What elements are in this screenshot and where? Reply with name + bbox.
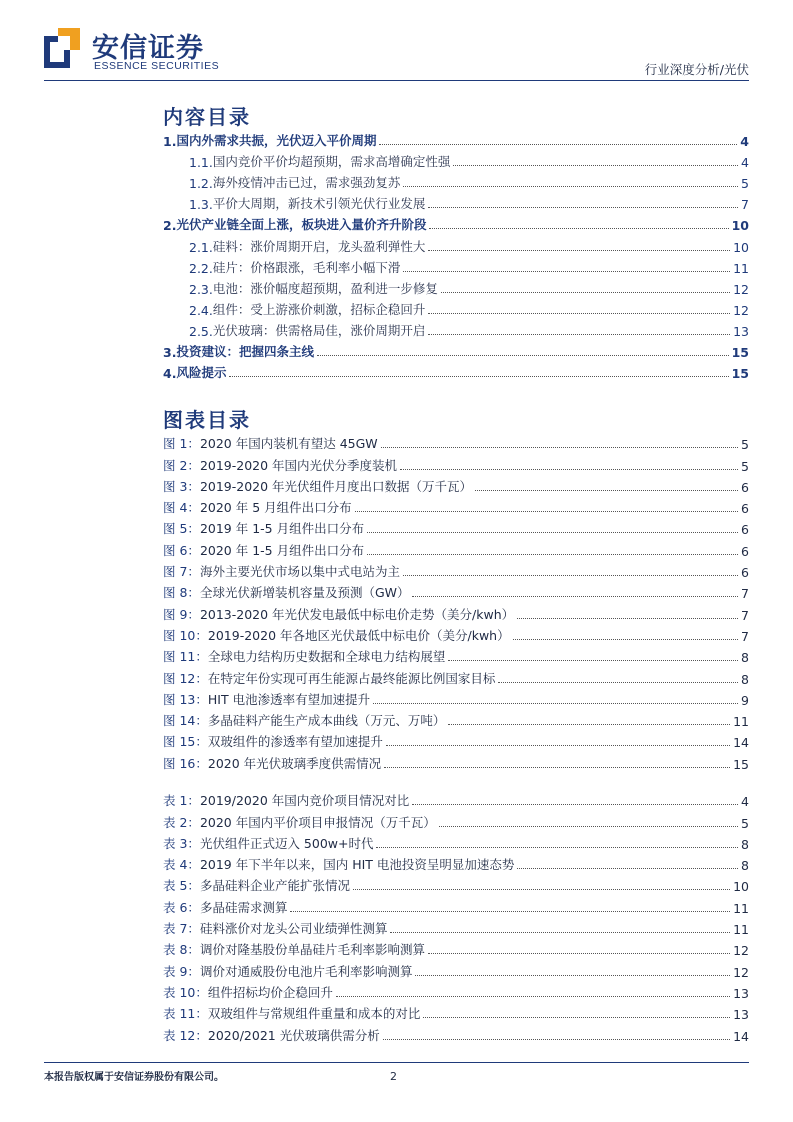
dot-leader	[403, 271, 730, 272]
dot-leader	[353, 889, 730, 890]
entry-page: 7	[741, 586, 749, 602]
toc-entry[interactable]	[163, 537, 749, 558]
essence-logo-icon	[44, 28, 80, 68]
entry-title: 硅片：价格跟涨，毛利率小幅下滑	[212, 259, 401, 275]
toc-entry[interactable]	[163, 894, 749, 915]
toc-entry[interactable]	[163, 937, 749, 958]
entry-number: 图 13：	[163, 691, 208, 707]
footer-divider	[44, 1062, 749, 1063]
entry-page: 7	[741, 197, 749, 213]
entry-page: 5	[741, 437, 749, 453]
entry-title: 硅料：涨价周期开启，龙头盈利弹性大	[212, 238, 426, 254]
entry-title: 在特定年份实现可再生能源占最终能源比例国家目标	[207, 670, 496, 686]
toc-entry[interactable]	[163, 580, 749, 601]
entry-page: 12	[733, 964, 749, 980]
toc-entry[interactable]	[163, 831, 749, 852]
toc-entry[interactable]	[163, 1001, 749, 1022]
toc-section-entry[interactable]	[163, 128, 749, 149]
entry-title: 2019-2020 年各地区光伏最低中标电价（美分/kwh）	[207, 627, 510, 643]
entry-number: 1.3.	[189, 197, 213, 213]
dot-leader	[403, 575, 738, 576]
entry-number: 表 4：	[163, 857, 200, 873]
entry-title: 电池：涨价幅度超预期，盈利进一步修复	[212, 280, 438, 296]
entry-number: 2.	[163, 218, 177, 234]
entry-title: 2013-2020 年光伏发电最低中标电价走势（美分/kwh）	[199, 606, 515, 622]
entry-page: 11	[733, 900, 749, 916]
entry-number: 图 10：	[163, 627, 208, 643]
entry-page: 13	[733, 1007, 749, 1023]
toc-entry[interactable]	[163, 788, 749, 809]
toc-entry[interactable]	[163, 474, 749, 495]
entry-number: 4.	[163, 366, 177, 382]
toc-entry[interactable]	[163, 873, 749, 894]
toc-entry[interactable]	[163, 708, 749, 729]
entry-number: 1.1.	[189, 155, 213, 171]
entry-number: 2.3.	[189, 281, 213, 297]
entry-number: 表 3：	[163, 835, 200, 851]
toc-entry[interactable]	[163, 623, 749, 644]
entry-page: 5	[741, 176, 749, 192]
entry-page: 4	[741, 155, 749, 171]
entry-number: 2.1.	[189, 239, 213, 255]
entry-page: 7	[741, 628, 749, 644]
dot-leader	[517, 868, 738, 869]
entry-page: 11	[733, 922, 749, 938]
entry-number: 图 15：	[163, 734, 208, 750]
toc-section-entry[interactable]	[163, 149, 749, 170]
entry-page: 6	[741, 479, 749, 495]
dot-leader	[415, 975, 730, 976]
brand-name-en: ESSENCE SECURITIES	[94, 60, 220, 72]
entry-title: 风险提示	[176, 365, 227, 381]
dot-leader	[381, 447, 738, 448]
header-divider	[44, 80, 749, 81]
dot-leader	[513, 639, 738, 640]
entry-page: 11	[733, 714, 749, 730]
entry-title: 2020 年国内装机有望达 45GW	[199, 436, 378, 452]
entry-page: 15	[731, 345, 749, 361]
dot-leader	[498, 682, 738, 683]
toc-entry[interactable]	[163, 809, 749, 830]
toc-entry[interactable]	[163, 980, 749, 1001]
entry-number: 表 5：	[163, 878, 200, 894]
dot-leader	[428, 334, 730, 335]
entry-title: 2019-2020 年国内光伏分季度装机	[199, 457, 398, 473]
toc-section-entry[interactable]	[163, 297, 749, 318]
dot-leader	[412, 804, 738, 805]
dot-leader	[453, 165, 738, 166]
entry-number: 表 2：	[163, 814, 200, 830]
dot-leader	[403, 186, 738, 187]
toc-section-entry[interactable]	[163, 212, 749, 233]
toc-entry[interactable]	[163, 750, 749, 771]
entry-page: 13	[733, 323, 749, 339]
dot-leader	[428, 953, 730, 954]
toc-entry[interactable]	[163, 852, 749, 873]
entry-title: 光伏产业链全面上涨，板块进入量价齐升阶段	[176, 217, 427, 233]
entry-page: 14	[733, 735, 749, 751]
entry-number: 图 7：	[163, 564, 200, 580]
entry-title: 多晶硅料企业产能扩张情况	[199, 878, 350, 894]
toc-entry[interactable]	[163, 729, 749, 750]
figures-title: 图表目录	[163, 408, 251, 432]
toc-section-entry[interactable]	[163, 360, 749, 381]
entry-title: 2020 年 5 月组件出口分布	[199, 500, 352, 516]
entry-number: 图 6：	[163, 542, 200, 558]
entry-number: 图 5：	[163, 521, 200, 537]
entry-title: 国内外需求共振，光伏迈入平价周期	[176, 133, 377, 149]
dot-leader	[317, 355, 729, 356]
entry-title: 2019 年下半年以来，国内 HIT 电池投资呈明显加速态势	[199, 857, 515, 873]
toc-entry[interactable]	[163, 644, 749, 665]
entry-page: 5	[741, 458, 749, 474]
dot-leader	[376, 847, 738, 848]
toc-section-entry[interactable]	[163, 191, 749, 212]
entry-page: 15	[731, 366, 749, 382]
dot-leader	[355, 511, 738, 512]
entry-number: 3.	[163, 345, 177, 361]
entry-title: 2020/2021 光伏玻璃供需分析	[207, 1027, 380, 1043]
entry-number: 图 8：	[163, 585, 200, 601]
entry-title: 2020 年国内平价项目申报情况（万千瓦）	[199, 814, 436, 830]
dot-leader	[336, 996, 730, 997]
dot-leader	[400, 469, 738, 470]
entry-number: 图 4：	[163, 500, 200, 516]
dot-leader	[412, 596, 738, 597]
toc-section-entry[interactable]	[163, 276, 749, 297]
entry-page: 8	[741, 650, 749, 666]
dot-leader	[441, 292, 730, 293]
entry-title: 多晶硅需求测算	[199, 899, 288, 915]
figures-list	[163, 431, 749, 772]
entry-page: 13	[733, 985, 749, 1001]
entry-title: HIT 电池渗透率有望加速提升	[207, 691, 371, 707]
dot-leader	[448, 660, 738, 661]
dot-leader	[367, 532, 738, 533]
entry-page: 9	[741, 692, 749, 708]
entry-number: 表 9：	[163, 963, 200, 979]
entry-number: 图 3：	[163, 478, 200, 494]
toc-entry[interactable]	[163, 431, 749, 452]
entry-page: 10	[733, 879, 749, 895]
entry-page: 11	[733, 260, 749, 276]
copyright-note: 本报告版权属于安信证券股份有限公司。	[44, 1072, 224, 1083]
entry-number: 2.2.	[189, 260, 213, 276]
entry-page: 6	[741, 501, 749, 517]
toc-entry[interactable]	[163, 1022, 749, 1043]
entry-title: 2020 年光伏玻璃季度供需情况	[207, 755, 382, 771]
entry-title: 国内竞价平价均超预期，需求高增确定性强	[212, 154, 451, 170]
dot-leader	[428, 207, 738, 208]
dot-leader	[373, 703, 738, 704]
entry-page: 8	[741, 836, 749, 852]
entry-number: 图 11：	[163, 649, 208, 665]
entry-title: 2019-2020 年光伏组件月度出口数据（万千瓦）	[199, 478, 473, 494]
brand-name-cn: 安信证券	[92, 33, 204, 64]
entry-number: 2.4.	[189, 302, 213, 318]
toc-section-entry[interactable]	[163, 255, 749, 276]
entry-page: 12	[733, 281, 749, 297]
entry-page: 8	[741, 671, 749, 687]
entry-page: 7	[741, 607, 749, 623]
entry-page: 10	[731, 218, 749, 234]
dot-leader	[386, 745, 730, 746]
entry-title: 全球光伏新增装机容量及预测（GW）	[199, 585, 410, 601]
dot-leader	[439, 826, 738, 827]
entry-number: 表 8：	[163, 942, 200, 958]
toc-section-entry[interactable]	[163, 318, 749, 339]
toc-section-entry[interactable]	[163, 233, 749, 254]
entry-title: 2019 年 1-5 月组件出口分布	[199, 521, 365, 537]
dot-leader	[367, 554, 738, 555]
entry-title: 海外疫情冲击已过，需求强劲复苏	[212, 175, 401, 191]
entry-title: 调价对通威股份电池片毛利率影响测算	[199, 963, 413, 979]
report-type: 行业深度分析/光伏	[644, 62, 749, 77]
entry-number: 图 16：	[163, 755, 208, 771]
entry-title: 全球电力结构历史数据和全球电力结构展望	[207, 649, 446, 665]
entry-number: 1.2.	[189, 176, 213, 192]
dot-leader	[517, 618, 738, 619]
entry-title: 多晶硅料产能生产成本曲线（万元、万吨）	[207, 713, 446, 729]
entry-page: 4	[741, 794, 749, 810]
entry-page: 14	[733, 1028, 749, 1044]
entry-title: 平价大周期，新技术引领光伏行业发展	[212, 196, 426, 212]
entry-page: 6	[741, 565, 749, 581]
entry-page: 12	[733, 943, 749, 959]
toc-entry[interactable]	[163, 958, 749, 979]
entry-title: 组件：受上游涨价刺激，招标企稳回升	[212, 301, 426, 317]
entry-page: 6	[741, 543, 749, 559]
toc-entry[interactable]	[163, 516, 749, 537]
entry-title: 组件招标均价企稳回升	[207, 984, 333, 1000]
entry-title: 双玻组件与常规组件重量和成本的对比	[207, 1006, 421, 1022]
dot-leader	[428, 250, 730, 251]
entry-number: 图 9：	[163, 606, 200, 622]
toc-entry[interactable]	[163, 916, 749, 937]
entry-number: 表 11：	[163, 1006, 208, 1022]
entry-number: 表 7：	[163, 921, 200, 937]
entry-title: 海外主要光伏市场以集中式电站为主	[199, 564, 400, 580]
entry-title: 2020 年 1-5 月组件出口分布	[199, 542, 365, 558]
toc-entry[interactable]	[163, 665, 749, 686]
entry-page: 5	[741, 815, 749, 831]
dot-leader	[384, 767, 730, 768]
entry-number: 表 1：	[163, 793, 200, 809]
entry-page: 15	[733, 756, 749, 772]
toc-section-entry[interactable]	[163, 170, 749, 191]
page-header	[0, 0, 793, 82]
entry-number: 1.	[163, 134, 177, 150]
entry-title: 光伏玻璃：供需格局佳，涨价周期开启	[212, 322, 426, 338]
entry-title: 双玻组件的渗透率有望加速提升	[207, 734, 383, 750]
toc-entry[interactable]	[163, 495, 749, 516]
toc-entry[interactable]	[163, 452, 749, 473]
toc-entry[interactable]	[163, 601, 749, 622]
entry-page: 10	[733, 239, 749, 255]
entry-title: 投资建议：把握四条主线	[176, 344, 314, 360]
dot-leader	[475, 490, 738, 491]
contents-list	[163, 128, 749, 381]
dot-leader	[428, 313, 730, 314]
entry-page: 4	[740, 134, 749, 150]
dot-leader	[229, 376, 728, 377]
toc-section-entry[interactable]	[163, 339, 749, 360]
entry-number: 图 14：	[163, 713, 208, 729]
dot-leader	[448, 724, 730, 725]
entry-number: 2.5.	[189, 323, 213, 339]
page-number: 2	[390, 1070, 397, 1083]
entry-number: 图 12：	[163, 670, 208, 686]
dot-leader	[290, 911, 730, 912]
entry-title: 2019/2020 年国内竞价项目情况对比	[199, 793, 410, 809]
entry-number: 表 12：	[163, 1027, 208, 1043]
entry-title: 硅料涨价对龙头公司业绩弹性测算	[199, 921, 388, 937]
entry-page: 6	[741, 522, 749, 538]
dot-leader	[379, 144, 737, 145]
tables-list	[163, 788, 749, 1044]
toc-entry[interactable]	[163, 559, 749, 580]
entry-number: 表 6：	[163, 899, 200, 915]
toc-entry[interactable]	[163, 687, 749, 708]
dot-leader	[429, 228, 728, 229]
dot-leader	[383, 1039, 730, 1040]
entry-number: 图 1：	[163, 436, 200, 452]
entry-number: 表 10：	[163, 984, 208, 1000]
contents-title: 内容目录	[163, 105, 251, 129]
dot-leader	[390, 932, 730, 933]
dot-leader	[423, 1017, 730, 1018]
entry-number: 图 2：	[163, 457, 200, 473]
entry-page: 12	[733, 302, 749, 318]
entry-title: 光伏组件正式迈入 500w+时代	[199, 835, 374, 851]
entry-page: 8	[741, 858, 749, 874]
entry-title: 调价对隆基股份单晶硅片毛利率影响测算	[199, 942, 425, 958]
